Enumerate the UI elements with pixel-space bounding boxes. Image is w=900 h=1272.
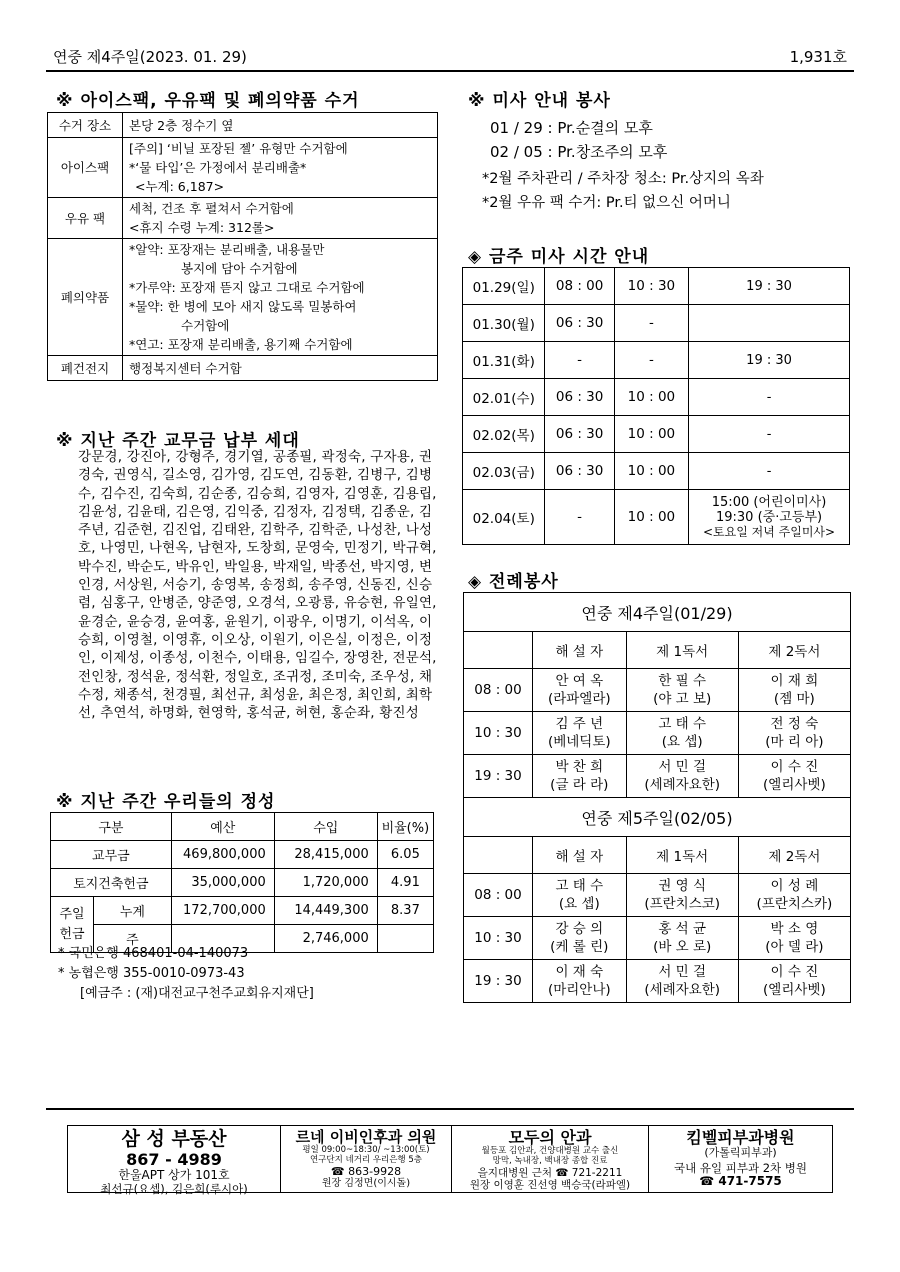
table-row [464,669,851,712]
time-line: 15:00 (어린이미사) [711,494,827,510]
row-label: 아이스팩 [48,138,123,198]
table-row [464,917,851,960]
time-cell: - [545,342,614,379]
table-row [464,798,851,837]
ad-dermatology [648,1125,833,1193]
time-cell: 10 : 30 [464,917,533,960]
ad-text: 원장 이영훈 진선영 백승국(라파엘) [469,1178,631,1191]
bulletin-date: 연중 제4주일(2023. 01. 29) [53,48,247,66]
date-cell: 02.02(목) [463,416,545,453]
row-text: *연고: 포장재 분리배출, 용기째 수거함에 [129,337,353,352]
ad-real-estate [67,1125,281,1197]
table-row [464,712,851,755]
mass-service-title: ※ 미사 안내 봉사 [468,91,611,111]
col-header: 해 설 자 [533,632,627,669]
time-cell: 10 : 00 [614,416,688,453]
rate-cell [377,925,433,953]
ad-title: 킴벨피부과병원 [686,1128,795,1147]
mass-schedule-table [462,267,850,545]
offering-label: 토지건축헌금 [51,869,172,897]
table-row [464,837,851,874]
ad-title: 모두의 안과 [508,1128,592,1147]
table-row [464,632,851,669]
person-cell: 이 성 례 (프란치스카) [738,874,850,917]
list-item: 01 / 29 : Pr.순결의 모후 [490,119,653,137]
time-cell: 10 : 30 [464,712,533,755]
donors-title: ※ 지난 주간 교무금 납부 세대 [56,431,300,451]
row-text: <누계: 6,187> [135,179,225,194]
table-row [464,960,851,1003]
ad-ent-clinic [280,1125,452,1193]
person-cell: 한 필 수 (야 고 보) [626,669,738,712]
ad-text: 망막, 녹내장, 백내장 종합 진료 [492,1156,608,1167]
time-note: <토요일 저녁 주일미사> [703,524,836,539]
col-header: 구분 [51,813,172,841]
col-header: 해 설 자 [533,837,627,874]
time-cell: - [689,416,850,453]
time-cell: 06 : 30 [545,305,614,342]
row-text: *가루약: 포장재 뜯지 않고 그대로 수거함에 [129,280,365,295]
budget-cell: 469,800,000 [171,841,274,869]
saturday-times [689,490,850,545]
time-line: 19:30 (중·고등부) [715,509,823,525]
week-title: 연중 제5주일(02/05) [464,798,851,837]
col-header: 예산 [171,813,274,841]
col-header: 제 2독서 [738,632,850,669]
rate-cell: 6.05 [377,841,433,869]
table-row [463,416,850,453]
ad-text: 월등포 김안과, 건양대병원 교수 출신 [481,1146,619,1157]
ad-title: 르네 이비인후과 의원 [295,1128,437,1146]
table-row [464,755,851,798]
blank-cell [464,837,533,874]
time-cell: 08 : 00 [464,669,533,712]
table-row [463,490,850,545]
person-cell: 이 재 희 (젬 마) [738,669,850,712]
col-header: 제 2독서 [738,837,850,874]
row-label: 수거 장소 [48,113,123,138]
col-header: 비율(%) [377,813,433,841]
schedule-title: ◈ 금주 미사 시간 안내 [468,247,650,267]
mass-service-list [490,116,667,164]
person-cell: 권 영 식 (프란치스코) [626,874,738,917]
time-cell: 06 : 30 [545,453,614,490]
person-cell: 고 태 수 (요 셉) [533,874,627,917]
person-cell: 홍 석 균 (바 오 로) [626,917,738,960]
row-text: 행정복지센터 수거함 [129,360,242,376]
person-cell: 이 재 숙 (마리안나) [533,960,627,1003]
row-label: 우유 팩 [48,198,123,239]
footer-divider [46,1108,854,1110]
bank-line: * 국민은행 468401-04-140073 [58,946,249,961]
blank-cell [464,632,533,669]
person-cell: 이 수 진 (엘리사벳) [738,755,850,798]
rate-cell: 8.37 [377,897,433,925]
time-cell: 08 : 00 [464,874,533,917]
income-cell: 1,720,000 [274,869,377,897]
person-cell: 안 여 옥 (라파엘라) [533,669,627,712]
person-cell: 강 승 의 (케 롤 린) [533,917,627,960]
ad-text: 최선규(요셉), 김은희(루시아) [100,1182,248,1197]
time-cell: 19 : 30 [689,342,850,379]
bank-accounts [58,944,314,1004]
row-text: 본당 2층 정수기 옆 [129,117,234,133]
ad-title: 삼 성 부동산 [121,1128,227,1150]
table-row [463,342,850,379]
table-row [463,305,850,342]
offering-sublabel: 누계 [94,897,172,925]
row-text: *알약: 포장재는 분리배출, 내용물만 [129,242,325,257]
mass-service-notes [482,167,764,215]
sunday-offering-label: 주일 헌금 [51,897,94,953]
ad-phone: ☎ 471-7575 [699,1174,782,1189]
person-cell: 서 민 걸 (세례자요한) [626,755,738,798]
ad-text: 국내 유일 피부과 2차 병원 [673,1161,808,1176]
ad-phone: ☎ 863-9928 [330,1164,402,1178]
col-header: 제 1독서 [626,632,738,669]
table-row [463,379,850,416]
table-row [51,897,434,925]
date-cell: 02.04(토) [463,490,545,545]
time-cell: - [614,305,688,342]
table-row [48,356,438,381]
time-cell: 10 : 00 [614,490,688,545]
time-cell: 10 : 00 [614,453,688,490]
rate-cell: 4.91 [377,869,433,897]
income-cell: 14,449,300 [274,897,377,925]
time-cell: - [689,379,850,416]
donor-names: 강문경, 강진아, 강형주, 경기열, 공종필, 곽정숙, 구자용, 권경숙, 권영식, 길소영, 김가영, 김도연, 김동환, 김병구, 김병수, 김수진, 김숙희, 김순종, 김승희, 김영자, 김영훈, 김용립, 김윤성, 김윤태, 김은영, 김익중, 김정자, 김정택, 김종운, 김주년, 김준현, 김진업, 김태완, 김학주, 김학준, 나성찬, 나성호, 나영민, 나현옥, 남현자, 도창희, 문영숙, 민정기, 박규혁, 박수진, 박순도, 박유인, 박일용, 박재일, 박종선, 박지영, 변인경, 서상원, 서승기, 송영복, 송정희, 송주영, 신동진, 신승렴, 심홍구, 안병준, 양준영, 오경석, 오광룡, 유승현, 유일연, 윤경순, 윤승경, 윤여홍, 윤원기, 이광우, 이명기, 이석옥, 이승희, 이영철, 이영휴, 이오상, 이원기, 이은실, 이정은, 이정인, 이제성, 이종성, 이천수, 이태용, 임길수, 장영찬, 전문석, 전인창, 정석윤, 정석환, 정일호, 조귀정, 조미숙, 조우성, 채수정, 채종석, 천경필, 최선규, 최성윤, 최은정, 최인희, 최학선, 추연석, 하명화, 현영학, 홍석균, 허현, 홍순좌, 황진성 [78,449,437,722]
offering-label: 교무금 [51,841,172,869]
person-cell: 고 태 수 (요 셉) [626,712,738,755]
table-row [51,813,434,841]
table-row [463,453,850,490]
collection-table [47,112,438,381]
table-row [464,874,851,917]
table-row [51,869,434,897]
table-row [463,268,850,305]
date-cell: 01.29(일) [463,268,545,305]
list-item: *2월 우유 팩 수거: Pr.티 없으신 어머니 [482,195,731,211]
col-header: 제 1독서 [626,837,738,874]
collection-title: ※ 아이스팩, 우유팩 및 폐의약품 수거 [56,91,360,111]
table-row [48,198,438,239]
ad-phone: 867 - 4989 [126,1149,222,1169]
row-text: 봉지에 담아 수거함에 [181,261,298,276]
time-cell: 19 : 30 [464,960,533,1003]
row-text: <휴지 수령 누계: 312롤> [129,220,275,235]
time-cell: - [614,342,688,379]
time-cell: 19 : 30 [689,268,850,305]
row-label: 폐건전지 [48,356,123,381]
offering-title: ※ 지난 주간 우리들의 정성 [56,792,276,812]
table-row [51,841,434,869]
row-text: [주의] ‘비닐 포장된 젤’ 유형만 수거함에 [129,141,348,156]
date-cell: 02.01(수) [463,379,545,416]
row-label: 폐의약품 [48,239,123,356]
week-title: 연중 제4주일(01/29) [464,593,851,632]
liturgy-table [463,592,851,1003]
row-text: *물약: 한 병에 모아 새지 않도록 밀봉하여 [129,299,357,314]
time-cell: 06 : 30 [545,379,614,416]
time-cell: 08 : 00 [545,268,614,305]
ad-text: 원장 김정면(이시돌) [321,1178,411,1190]
date-cell: 02.03(금) [463,453,545,490]
date-cell: 01.31(화) [463,342,545,379]
person-cell: 이 수 진 (엘리사벳) [738,960,850,1003]
offering-sublabel: 주 [94,925,172,953]
liturgy-title: ◈ 전례봉사 [468,572,559,592]
offering-table [50,812,434,953]
time-cell: 10 : 30 [614,268,688,305]
table-row [48,239,438,356]
col-header: 수입 [274,813,377,841]
ad-eye-clinic [451,1125,649,1193]
date-cell: 01.30(월) [463,305,545,342]
table-row [48,138,438,198]
person-cell: 김 주 년 (베네딕토) [533,712,627,755]
table-row [464,593,851,632]
table-row [48,113,438,138]
time-cell: - [545,490,614,545]
bank-line: * 농협은행 355-0010-0973-43 [58,966,245,981]
bank-holder: [예금주 : (재)대전교구천주교회유지재단] [80,986,314,1001]
row-text: *‘물 타입’은 가정에서 분리배출* [129,160,307,175]
row-text: 세척, 건조 후 펼쳐서 수거함에 [129,201,294,216]
person-cell: 서 민 걸 (세례자요한) [626,960,738,1003]
ad-text: (가톨릭피부과) [704,1146,777,1160]
budget-cell: 172,700,000 [171,897,274,925]
issue-number: 1,931호 [789,48,847,66]
time-cell [689,305,850,342]
time-cell: 06 : 30 [545,416,614,453]
person-cell: 전 정 숙 (마 리 아) [738,712,850,755]
ad-text: 연구단지 네거리 우리은행 5층 [309,1155,423,1166]
income-cell: 2,746,000 [274,925,377,953]
row-text: 수거함에 [181,318,230,333]
ad-phone: 을지대병원 근처 ☎ 721-2211 [477,1166,623,1179]
header-divider [46,70,854,72]
ad-text: 한울APT 상가 101호 [118,1168,230,1183]
time-cell: - [689,453,850,490]
ad-text: 평일 09:00~18:30/ ~13:00(토) [302,1145,430,1156]
list-item: *2월 주차관리 / 주차장 청소: Pr.상지의 옥좌 [482,171,764,187]
person-cell: 박 소 영 (아 델 라) [738,917,850,960]
list-item: 02 / 05 : Pr.창조주의 모후 [490,143,668,161]
time-cell: 19 : 30 [464,755,533,798]
person-cell: 박 찬 희 (글 라 라) [533,755,627,798]
budget-cell: 35,000,000 [171,869,274,897]
time-cell: 10 : 00 [614,379,688,416]
income-cell: 28,415,000 [274,841,377,869]
